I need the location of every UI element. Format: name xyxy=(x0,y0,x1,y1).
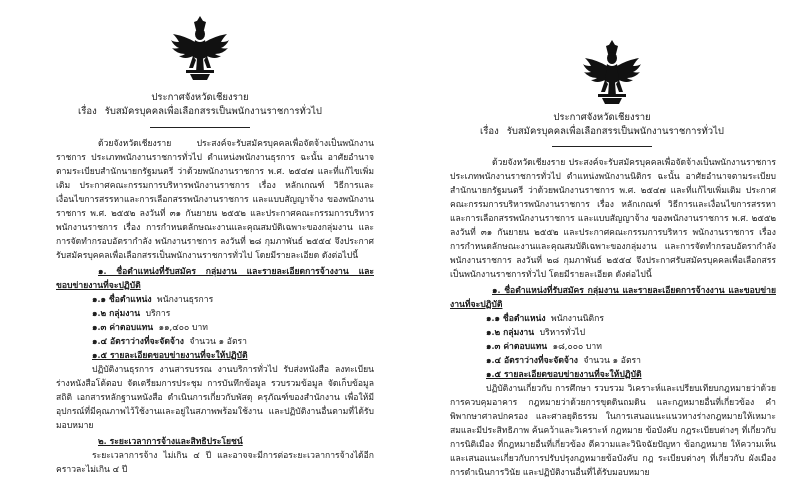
section-heading: ๑. ชื่อตำแหน่งที่รับสมัคร กลุ่มงาน และรายละเอียดการจ้างงาน และขอบข่ายงานที่จะปฏิบัติ xyxy=(56,267,374,291)
garuda-emblem-icon xyxy=(580,36,644,108)
detail-item: ๑.๑ ชื่อตำแหน่ง พนักงานธุรการ xyxy=(92,295,214,305)
announcement-subject-line xyxy=(404,125,800,138)
intro-paragraph: ด้วยจังหวัดเชียงราย ประสงค์จะรับสมัครบุคคลเพื่อจัดจ้างเป็นพนักงานราชการ ประเภทพนักงานราชการทั่วไป ตำแหน่งพนักงานนิติกร ฉะนั้น อาศัยอำนาจตามระเบียบสำนักนายกรัฐมนตรี ว่าด้วยพนักงานราชการ พ.ศ. ๒๕๔๗ และที่แก้ไขเพิ่มเติม ประกาศคณะกรรมการบริหารพนักงานราชการ เรื่อง หลักเกณฑ์ วิธีการและเงื่อนไขการสรรหาและการเลือกสรรพนักงานราชการ และแบบสัญญาจ้าง ของพนักงานราชการ พ.ศ. ๒๕๕๒ ลงวันที่ ๓๑ กันยายน ๒๕๕๒ และประกาศคณะกรรมการบริหาร พนักงานราชการ เรื่อง การกำหนดลักษณะงานและคุณสมบัติเฉพาะของกลุ่มงาน และการจัดทำกรอบอัตรากำลัง พนักงานราชการ ลงวันที่ ๒๘ กุมภาพันธ์ ๒๕๕๔ จึงประกาศรับสมัครบุคคลเพื่อเลือกสรรเป็นพนักงานราชการทั่วไป โดยมีรายละเอียด ดังต่อไปนี้ xyxy=(450,158,776,280)
announcement-body xyxy=(56,137,374,477)
detail-item: ๑.๒ กลุ่มงาน บริหารทั่วไป xyxy=(486,328,586,338)
detail-item: ๑.๔ อัตราว่างที่จะจัดจ้าง จำนวน ๑ อัตรา xyxy=(92,337,247,347)
announcement-office: ประกาศจังหวัดเชียงราย xyxy=(553,112,651,123)
announcement-page-right xyxy=(404,0,800,478)
detail-item: ๑.๕ รายละเอียดขอบข่ายงานที่จะให้ปฏิบัติ xyxy=(486,370,642,380)
header-rule xyxy=(150,127,250,128)
detail-item: ๑.๓ ค่าตอบแทน ๑๘,๐๐๐ บาท xyxy=(486,342,602,352)
announcement-subject-line xyxy=(0,105,400,118)
subject-label: เรื่อง xyxy=(480,126,499,137)
subject-label: เรื่อง xyxy=(78,106,97,117)
term-paragraph: ระยะเวลาการจ้าง ไม่เกิน ๔ ปี และอาจจะมีการต่อระยะเวลาการจ้างได้อีก คราวละไม่เกิน ๔ ปี xyxy=(56,451,374,475)
detail-item: ๑.๑ ชื่อตำแหน่ง พนักงานนิติกร xyxy=(486,314,604,324)
detail-item: ๑.๔ อัตราว่างที่จะจัดจ้าง จำนวน ๑ อัตรา xyxy=(486,356,641,366)
detail-item: ๑.๕ รายละเอียดขอบข่ายงานที่จะให้ปฏิบัติ xyxy=(92,351,248,361)
detail-item: ๑.๒ กลุ่มงาน บริการ xyxy=(92,309,171,319)
section-heading: ๑. ชื่อตำแหน่งที่รับสมัคร กลุ่มงาน และรายละเอียดการจ้างงาน และขอบข่ายงานที่จะปฏิบัติ xyxy=(450,286,776,310)
section-heading: ๒. ระยะเวลาการจ้างและสิทธิประโยชน์ xyxy=(98,437,243,447)
duties-paragraph: ปฏิบัติงานเกี่ยวกับ การศึกษา รวบรวม วิเคราะห์และเปรียบเทียบกฎหมายว่าด้วย การควบคุมอาคาร กฎหมายว่าด้วยการขุดดินถมดิน และกฎหมายอื่นที่เกี่ยวข้อง คำพิพากษาศาลปกครอง และศาลยุติธรรม ในการเสนอแนะแนวทางร่างกฎหมายให้เหมาะสมและมีประสิทธิภาพ ค้นคว้าและวิเคราะห์ กฎหมาย ข้อบังคับ กฎระเบียบต่างๆ ที่เกี่ยวกับการนิติเมือง ที่กฎหมายอื่นที่เกี่ยวข้อง ตีความและวินิจฉัยปัญหา ข้อกฎหมาย ให้ความเห็นและเสนอแนะเกี่ยวกับการปรับปรุงกฎหมายข้อบังคับ กฎ ระเบียบต่างๆ ที่เกี่ยวกับ ผังเมือง การดำเนินการวินัย และปฏิบัติงานอื่นที่ได้รับมอบหมาย xyxy=(450,384,776,478)
duties-paragraph: ปฏิบัติงานธุรการ งานสารบรรณ งานบริการทั่วไป รับส่งหนังสือ ลงทะเบียน ร่างหนังสือโต้ตอบ จัดเตรียมการประชุม การบันทึกข้อมูล รวบรวมข้อมูล จัดเก็บข้อมูลสถิติ เอกสารหลักฐานหนังสือ ดำเนินการเกี่ยวกับพัสดุ ครุภัณฑ์ของสำนักงาน เพื่อให้มีอุปกรณ์ที่มีคุณภาพไว้ใช้งานและอยู่ในสภาพพร้อมใช้งาน และปฏิบัติงานอื่นตามที่ได้รับมอบหมาย xyxy=(56,365,374,431)
announcement-body xyxy=(450,156,776,480)
detail-item: ๑.๓ ค่าตอบแทน ๑๑,๔๐๐ บาท xyxy=(92,323,208,333)
announcement-subject: รับสมัครบุคคลเพื่อเลือกสรรเป็นพนักงานราชการทั่วไป xyxy=(506,126,724,137)
header-rule xyxy=(552,146,652,147)
announcement-office: ประกาศจังหวัดเชียงราย xyxy=(151,92,249,103)
announcement-page-left xyxy=(0,0,400,475)
intro-paragraph: ด้วยจังหวัดเชียงราย ประสงค์จะรับสมัครบุคคลเพื่อจัดจ้างเป็นพนักงานราชการ ประเภทพนักงานราชการทั่วไป ตำแหน่งพนักงานธุรการ ฉะนั้น อาศัยอำนาจตามระเบียบสำนักนายกรัฐมนตรี ว่าด้วยพนักงานราชการ พ.ศ. ๒๕๔๗ และที่แก้ไขเพิ่มเติม ประกาศคณะกรรมการบริหารพนักงานราชการ เรื่อง หลักเกณฑ์ วิธีการและเงื่อนไขการสรรหาและการเลือกสรรพนักงานราชการ และแบบสัญญาจ้าง ของพนักงานราชการ พ.ศ. ๒๕๕๒ ลงวันที่ ๓๑ กันยายน ๒๕๕๒ และประกาศคณะกรรมการบริหาร พนักงานราชการ เรื่อง การกำหนดลักษณะงานและคุณสมบัติเฉพาะของกลุ่มงาน และการจัดทำกรอบอัตรากำลัง พนักงานราชการ ลงวันที่ ๒๘ กุมภาพันธ์ ๒๕๕๔ จึงประกาศรับสมัครบุคคลเพื่อเลือกสรรเป็นพนักงานราชการทั่วไป โดยมีรายละเอียด ดังต่อไปนี้ xyxy=(56,139,374,261)
garuda-emblem-icon xyxy=(168,12,232,84)
announcement-subject: รับสมัครบุคคลเพื่อเลือกสรรเป็นพนักงานราชการทั่วไป xyxy=(104,106,322,117)
